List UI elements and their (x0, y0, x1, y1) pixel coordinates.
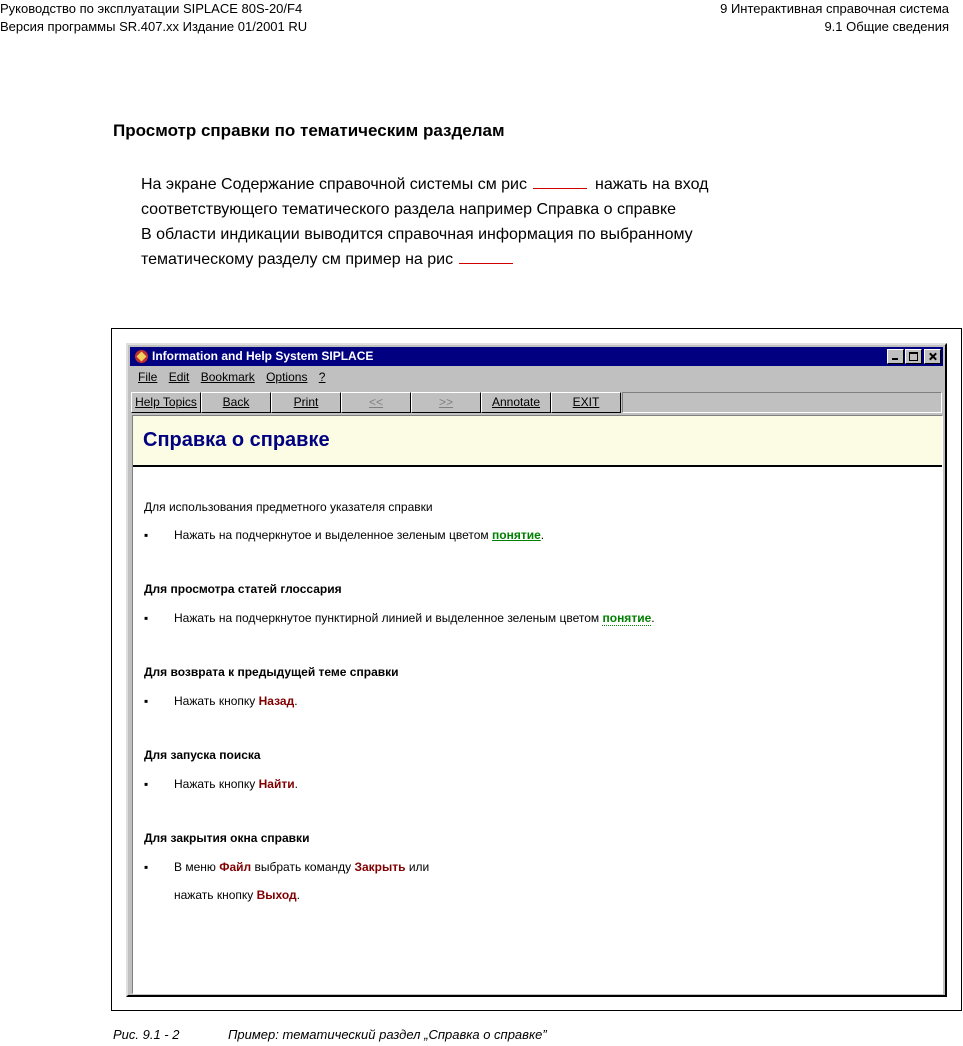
figure-caption (113, 1027, 547, 1042)
bullet-text (174, 694, 298, 709)
bullet-text-part: Нажать на подчеркнутое пунктирной линией и выделенное зеленым цветом (174, 611, 603, 625)
previous-button[interactable] (341, 392, 411, 413)
page-header-right (720, 0, 949, 36)
manual-title: Руководство по эксплуатации SIPLACE 80S-20/F4 (0, 1, 303, 16)
chapter-title: 9 Интерактивная справочная система (720, 1, 949, 16)
next-label: >> (438, 395, 453, 409)
figure-number: Рис. 9.1 - 2 (113, 1027, 180, 1042)
topic-title: Справка о справке (143, 429, 330, 451)
help-topics-label: Help Topics (135, 395, 197, 409)
window-title: Information and Help System SIPLACE (152, 349, 374, 363)
topic-banner (133, 416, 942, 467)
search-heading: Для запуска поиска (144, 748, 261, 762)
bullet-text-part: В меню (174, 860, 220, 874)
find-button-name: Найти (258, 777, 295, 791)
subchapter-title: 9.1 Общие сведения (824, 19, 949, 34)
close-heading: Для закрытия окна справки (144, 831, 310, 845)
window-titlebar[interactable] (130, 347, 943, 366)
section-title: Просмотр справки по тематическим разделам (113, 121, 505, 140)
bullet-text (174, 777, 298, 792)
menu-help[interactable]: ? (318, 370, 326, 384)
annotate-button[interactable] (481, 392, 551, 413)
intro-line-1 (141, 172, 901, 197)
bullet-text-part: Нажать на подчеркнутое и выделенное зеленым цветом (174, 528, 493, 542)
menu-bookmark[interactable]: Bookmark (200, 370, 255, 384)
bullet-text (174, 611, 655, 626)
index-usage-text: Для использования предметного указателя справки (144, 500, 433, 514)
help-topics-button[interactable] (131, 392, 201, 413)
figure-caption-text: Пример: тематический раздел „Справка о справке” (228, 1027, 547, 1042)
back-label: Back (222, 395, 250, 409)
back-button-name: Назад (258, 694, 295, 708)
intro-paragraph (141, 172, 901, 272)
next-button[interactable] (411, 392, 481, 413)
bullet-text (174, 528, 544, 543)
close-button[interactable] (924, 349, 941, 364)
exit-button[interactable] (551, 392, 621, 413)
bullet: ▪ (144, 777, 149, 791)
intro-line-1-tail: нажать на вход (594, 176, 709, 193)
back-button[interactable] (201, 392, 271, 413)
page-header-left (0, 0, 307, 36)
bullet-text-part: нажать кнопку (174, 888, 257, 902)
exit-label: EXIT (572, 395, 600, 409)
punctuation: . (296, 888, 301, 902)
toolbar-empty-area (622, 392, 942, 413)
window-controls (886, 349, 941, 368)
bullet-text-continued (174, 888, 300, 903)
menu-edit[interactable]: Edit (168, 370, 190, 384)
intro-line-2: соответствующего тематического раздела например Справка о справке (141, 201, 677, 218)
punctuation: . (294, 777, 298, 791)
bullet-text-part: или (405, 860, 430, 874)
bullet-text-part: выбрать команду (251, 860, 355, 874)
intro-line-1-text: На экране Содержание справочной системы см рис (141, 176, 527, 193)
bullet: ▪ (144, 860, 149, 874)
punctuation: . (540, 528, 545, 542)
manual-version: Версия программы SR.407.xx Издание 01/2001 RU (0, 19, 308, 34)
figure-ref-blank (459, 251, 513, 264)
help-content-area (132, 415, 943, 994)
close-command-name: Закрыть (354, 860, 406, 874)
toolbar (131, 392, 942, 413)
punctuation: . (294, 694, 298, 708)
exit-button-name: Выход (256, 888, 297, 902)
glossary-term-link[interactable]: понятие (602, 611, 652, 625)
glossary-heading: Для просмотра статей глоссария (144, 582, 342, 596)
app-icon (135, 350, 148, 363)
help-window (126, 343, 947, 997)
print-label: Print (293, 395, 319, 409)
previous-label: << (368, 395, 383, 409)
figure-ref-blank (533, 176, 587, 189)
menu-bar (130, 367, 943, 387)
intro-line-4-text: тематическому разделу см пример на рис (141, 251, 454, 268)
bullet-text-part: Нажать кнопку (174, 777, 259, 791)
menu-file[interactable]: File (138, 370, 158, 384)
bullet-text-part: Нажать кнопку (174, 694, 259, 708)
bullet-text (174, 860, 429, 875)
index-term-link[interactable]: понятие (492, 528, 541, 542)
intro-line-4 (141, 247, 901, 272)
punctuation: . (651, 611, 655, 625)
print-button[interactable] (271, 392, 341, 413)
file-menu-name: Файл (219, 860, 252, 874)
bullet: ▪ (144, 694, 149, 708)
maximize-button[interactable] (905, 349, 922, 364)
menu-options[interactable]: Options (266, 370, 308, 384)
minimize-button[interactable] (887, 349, 904, 364)
annotate-label: Annotate (491, 395, 541, 409)
back-heading: Для возврата к предыдущей теме справки (144, 665, 399, 679)
intro-line-3: В области индикации выводится справочная информация по выбранному (141, 226, 693, 243)
bullet: ▪ (144, 611, 149, 625)
bullet: ▪ (144, 528, 149, 542)
